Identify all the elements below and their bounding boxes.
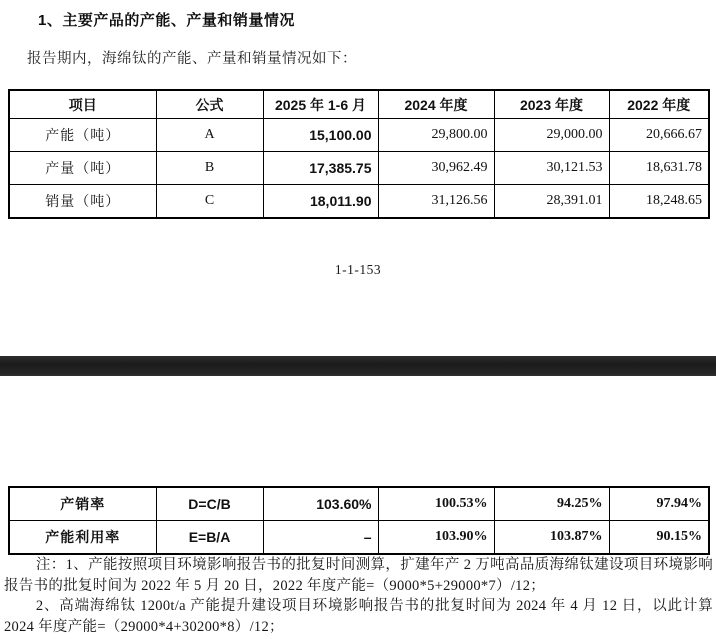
cell-formula: D=C/B bbox=[156, 487, 263, 521]
table-row-sales-ratio bbox=[9, 487, 709, 521]
capacity-table-header-row bbox=[9, 90, 709, 119]
cell-item: 产量（吨） bbox=[9, 152, 156, 185]
table-row-sales bbox=[9, 185, 709, 219]
cell-2023: 28,391.01 bbox=[494, 185, 609, 219]
cell-2024: 30,962.49 bbox=[378, 152, 494, 185]
cell-2024: 103.90% bbox=[378, 521, 494, 555]
cell-2022: 18,631.78 bbox=[609, 152, 709, 185]
cell-2022: 20,666.67 bbox=[609, 119, 709, 152]
page-separator-bar bbox=[0, 356, 716, 376]
header-item: 项目 bbox=[9, 90, 156, 119]
cell-formula: A bbox=[156, 119, 263, 152]
cell-2025h1: – bbox=[263, 521, 378, 555]
ratio-table bbox=[8, 486, 710, 555]
cell-2025h1: 18,011.90 bbox=[263, 185, 378, 219]
header-formula: 公式 bbox=[156, 90, 263, 119]
page-title: 1、主要产品的产能、产量和销量情况 bbox=[38, 12, 295, 29]
cell-2025h1: 103.60% bbox=[263, 487, 378, 521]
table-row-capacity bbox=[9, 119, 709, 152]
page-number: 1-1-153 bbox=[334, 262, 382, 277]
cell-formula: C bbox=[156, 185, 263, 219]
footnote-2: 2、高端海绵钛 1200t/a 产能提升建设项目环境影响报告书的批复时间为 2024 年 4 月 12 日，以此计算 2024 年度产能=（29000*4+30200*8）/12； bbox=[4, 598, 713, 635]
cell-2023: 29,000.00 bbox=[494, 119, 609, 152]
header-2022: 2022 年度 bbox=[609, 90, 709, 119]
footnotes bbox=[4, 555, 713, 637]
footnote-1: 注：1、产能按照项目环境影响报告书的批复时间测算，扩建年产 2 万吨高品质海绵钛建设项目环境影响报告书的批复时间为 2022 年 5 月 20 日，2022 年度产能=（9000*5+29000*7）/12； bbox=[4, 557, 713, 594]
cell-item: 产销率 bbox=[9, 487, 156, 521]
capacity-table bbox=[8, 89, 710, 219]
cell-2025h1: 17,385.75 bbox=[263, 152, 378, 185]
cell-item: 销量（吨） bbox=[9, 185, 156, 219]
cell-2024: 31,126.56 bbox=[378, 185, 494, 219]
cell-2022: 90.15% bbox=[609, 521, 709, 555]
cell-2025h1: 15,100.00 bbox=[263, 119, 378, 152]
cell-2022: 18,248.65 bbox=[609, 185, 709, 219]
cell-item: 产能利用率 bbox=[9, 521, 156, 555]
table-row-output bbox=[9, 152, 709, 185]
cell-2024: 29,800.00 bbox=[378, 119, 494, 152]
table-row-utilization bbox=[9, 521, 709, 555]
cell-item: 产能（吨） bbox=[9, 119, 156, 152]
cell-2023: 30,121.53 bbox=[494, 152, 609, 185]
cell-2024: 100.53% bbox=[378, 487, 494, 521]
cell-2022: 97.94% bbox=[609, 487, 709, 521]
intro-text: 报告期内，海绵钛的产能、产量和销量情况如下： bbox=[27, 51, 357, 67]
header-2023: 2023 年度 bbox=[494, 90, 609, 119]
cell-2023: 103.87% bbox=[494, 521, 609, 555]
cell-formula: E=B/A bbox=[156, 521, 263, 555]
cell-formula: B bbox=[156, 152, 263, 185]
header-2025h1: 2025 年 1-6 月 bbox=[263, 90, 378, 119]
cell-2023: 94.25% bbox=[494, 487, 609, 521]
header-2024: 2024 年度 bbox=[378, 90, 494, 119]
